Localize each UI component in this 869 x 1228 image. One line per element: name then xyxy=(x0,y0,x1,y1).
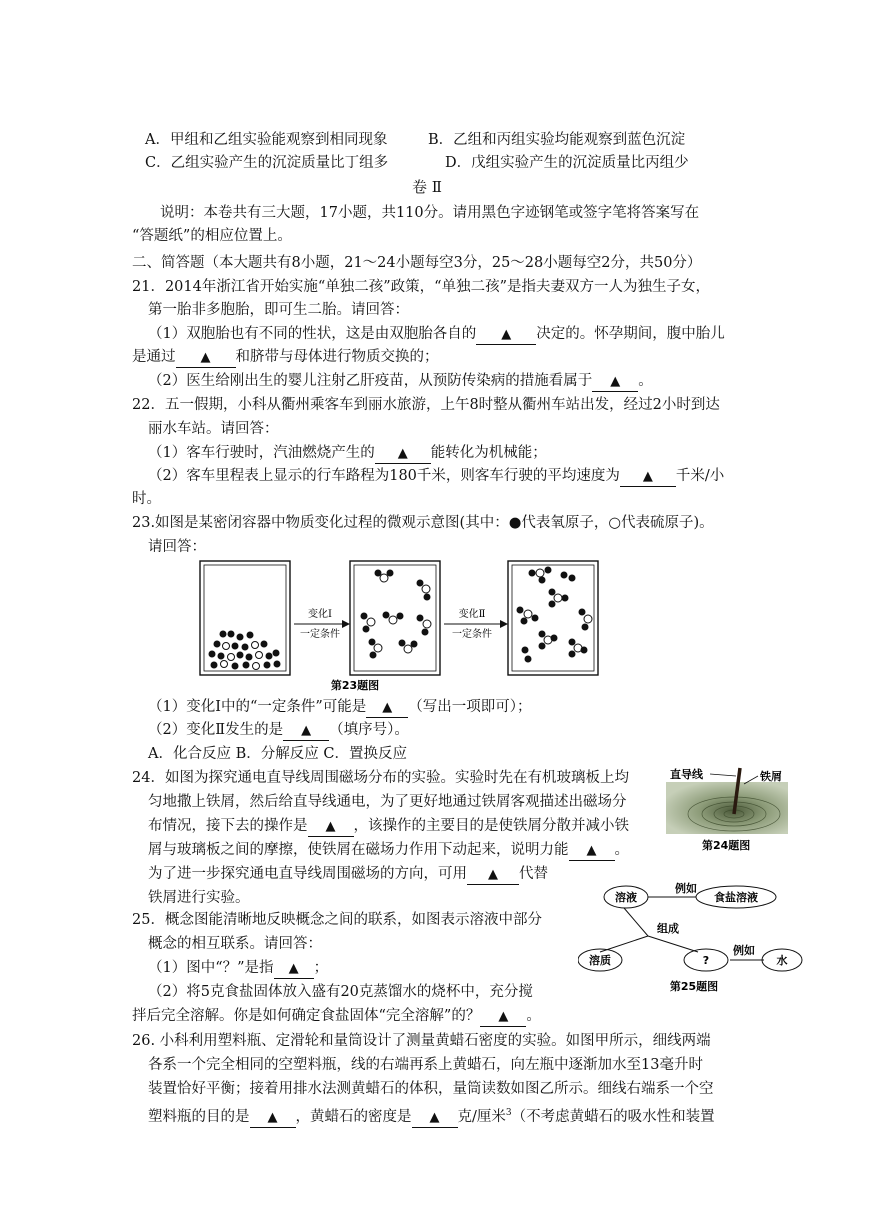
node-solution-label: 溶液 xyxy=(615,891,637,904)
q25-concept-map xyxy=(578,878,808,996)
answer-blank[interactable]: ▲ xyxy=(366,699,408,718)
answer-blank[interactable]: ▲ xyxy=(283,722,329,741)
option-c: C．乙组实验产生的沉淀质量比丁组多 xyxy=(145,155,389,171)
edge-compose-label: 组成 xyxy=(657,922,679,935)
node-solute-label: 溶质 xyxy=(589,954,611,967)
q25-sub2-cont: 拌后完全溶解。你是如何确定食盐固体“完全溶解”的？ ▲ 。 xyxy=(132,1006,541,1027)
edge-eg1-label: 例如 xyxy=(675,882,697,895)
q26-line2: 各系一个完全相同的空塑料瓶，线的右端再系上黄蜡石，向左瓶中逐渐加水至13毫升时 xyxy=(148,1057,703,1073)
q22-line1: 22．五一假期，小科从衢州乘客车到丽水旅游，上午8时整从衢州车站出发，经过2小时到达 xyxy=(132,397,720,413)
molecules-3 xyxy=(517,567,593,663)
q24-line4: 屑与玻璃板之间的摩擦，使铁屑在磁场力作用下动起来，说明力能 ▲ 。 xyxy=(148,840,629,861)
edge-eg2-label: 例如 xyxy=(733,944,755,957)
answer-blank[interactable]: ▲ xyxy=(412,1109,458,1128)
option-b: B．乙组和丙组实验均能观察到蓝色沉淀 xyxy=(428,132,686,148)
q22-sub2-cont: 时。 xyxy=(132,491,161,507)
answer-blank[interactable]: ▲ xyxy=(592,373,638,392)
node-salt-label: 食盐溶液 xyxy=(714,891,758,904)
q22-sub1: （1）客车行驶时，汽油燃烧产生的 ▲ 能转化为机械能； xyxy=(148,443,547,464)
q22-line2: 丽水车站。请回答： xyxy=(148,421,279,437)
answer-blank[interactable]: ▲ xyxy=(480,1008,526,1027)
q26-line1: 26. 小科利用塑料瓶、定滑轮和量筒设计了测量黄蜡石密度的实验。如图甲所示，细线两端 xyxy=(132,1033,711,1049)
q25-sub2: （2）将5克食盐固体放入盛有20克蒸馏水的烧杯中，充分搅 xyxy=(148,984,533,1000)
answer-blank[interactable]: ▲ xyxy=(176,349,236,368)
arrow2-bottom-label: 一定条件 xyxy=(452,629,492,640)
q25-line2: 概念的相互联系。请回答： xyxy=(148,936,322,952)
q24-line5: 为了进一步探究通电直导线周围磁场的方向，可用 ▲ 代替 xyxy=(148,864,548,885)
q25-line1: 25．概念图能清晰地反映概念之间的联系，如图表示溶液中部分 xyxy=(132,912,542,928)
q23-sub1: （1）变化Ⅰ中的“一定条件”可能是 ▲ （写出一项即可）； xyxy=(148,697,532,718)
q25-caption: 第25题图 xyxy=(669,980,719,993)
q21-sub2: （2）医生给刚出生的婴儿注射乙肝疫苗，从预防传染病的措施看属于 ▲ 。 xyxy=(148,371,653,392)
container-1 xyxy=(200,561,290,675)
fig-wire-label: 直导线 xyxy=(670,768,703,781)
answer-blank[interactable]: ▲ xyxy=(250,1109,296,1128)
node-water-label: 水 xyxy=(776,954,788,967)
q23-line1: 23.如图是某密闭容器中物质变化过程的微观示意图(其中：●代表氧原子，○代表硫原子)。 xyxy=(132,515,714,531)
q21-line2: 第一胎非多胞胎，即可生二胎。请回答： xyxy=(148,302,409,318)
q24-line3: 布情况，接下去的操作是 ▲ ，该操作的主要目的是使铁屑分散并减小铁 xyxy=(148,816,629,837)
molecules-1 xyxy=(209,631,281,670)
q24-line1: 24．如图为探究通电直导线周围磁场分布的实验。实验时先在有机玻璃板上均 xyxy=(132,770,629,786)
q24-line6: 铁屑进行实验。 xyxy=(148,890,250,906)
q24-line2: 匀地撒上铁屑，然后给直导线通电，为了更好地通过铁屑客观描述出磁场分 xyxy=(148,794,627,810)
answer-blank[interactable]: ▲ xyxy=(476,326,536,345)
glass-plate-photo xyxy=(666,782,788,834)
answer-blank[interactable]: ▲ xyxy=(467,866,519,885)
q23-caption: 第23题图 xyxy=(330,679,380,692)
fig-iron-label: 铁屑 xyxy=(760,770,782,783)
q26-line3: 装置恰好平衡；接着用排水法测黄蜡石的体积，量筒读数如图乙所示。细线右端系一个空 xyxy=(148,1081,714,1097)
arrow1-top-label: 变化Ⅰ xyxy=(308,609,332,620)
q26-line4: 塑料瓶的目的是 ▲ ，黄蜡石的密度是 ▲ 克/厘米$^3$（不考虑黄蜡石的吸水性和装置 xyxy=(148,1103,715,1128)
q23-sub2: （2）变化Ⅱ发生的是 ▲ （填序号）。 xyxy=(148,720,409,741)
q23-figure xyxy=(190,558,630,693)
arrow2-top-label: 变化Ⅱ xyxy=(458,609,486,620)
q22-sub2: （2）客车里程表上显示的行车路程为180千米，则客车行驶的平均速度为 ▲ 千米/小 xyxy=(148,466,724,487)
arrow1-bottom-label: 一定条件 xyxy=(300,629,340,640)
instructions-line2: “答题纸”的相应位置上。 xyxy=(132,228,292,244)
q21-line1: 21．2014年浙江省开始实施“单独二孩”政策，“单独二孩”是指夫妻双方一人为独生子女， xyxy=(132,279,711,295)
section-title: 卷 Ⅱ xyxy=(412,178,442,196)
molecules-2 xyxy=(361,570,432,659)
q24-figure xyxy=(666,766,796,856)
instructions-line1: 说明：本卷共有三大题，17小题，共110分。请用黑色字迹钢笔或签字笔将答案写在 xyxy=(160,205,700,221)
node-question-label: ? xyxy=(702,954,710,967)
q25-sub1: （1）图中“？”是指 ▲ ； xyxy=(148,958,328,979)
option-a: A．甲组和乙组实验能观察到相同现象 xyxy=(145,132,388,148)
option-d: D．戊组实验产生的沉淀质量比丙组少 xyxy=(445,155,689,171)
q23-line2: 请回答： xyxy=(148,539,206,555)
answer-blank[interactable]: ▲ xyxy=(620,468,676,487)
answer-blank[interactable]: ▲ xyxy=(308,818,354,837)
q24-caption: 第24题图 xyxy=(702,839,751,852)
answer-blank[interactable]: ▲ xyxy=(569,842,615,861)
q21-sub1-cont: 是通过 ▲ 和脐带与母体进行物质交换的； xyxy=(132,347,439,368)
answer-blank[interactable]: ▲ xyxy=(274,960,314,979)
q21-sub1: （1）双胞胎也有不同的性状，这是由双胞胎各自的 ▲ 决定的。怀孕期间，腹中胎儿 xyxy=(148,324,725,345)
answer-blank[interactable]: ▲ xyxy=(375,445,431,464)
q23-options: A．化合反应 B．分解反应 C．置换反应 xyxy=(148,746,407,762)
part2-header: 二、简答题（本大题共有8小题，21～24小题每空3分，25～28小题每空2分，共50分） xyxy=(132,255,702,271)
